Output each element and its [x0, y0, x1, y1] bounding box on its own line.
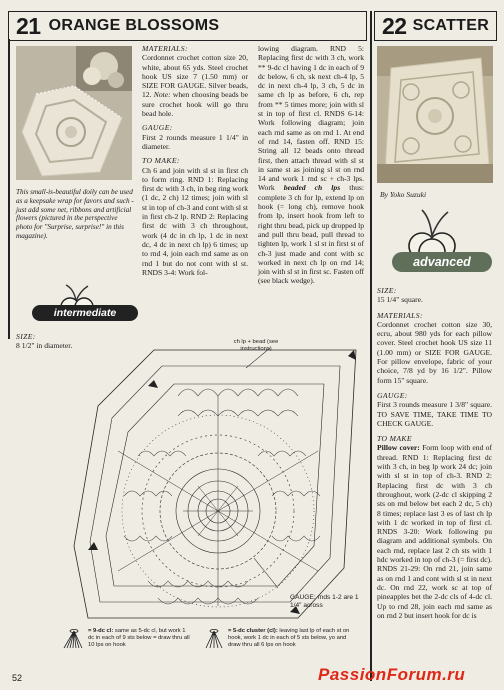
legend-9-dc-title: = 9-dc cl: — [88, 628, 114, 634]
watermark: PassionForum.ru — [318, 665, 466, 684]
intermediate-label: intermediate — [53, 307, 117, 319]
gauge-text-21: First 2 rounds measure 1 1/4" in diameter. — [142, 132, 248, 151]
gauge-label-21: GAUGE: — [142, 123, 173, 133]
intermediate-badge — [30, 283, 142, 325]
pattern-21-title: ORANGE BLOSSOMS — [48, 17, 220, 34]
materials-label-21: MATERIALS: — [142, 44, 188, 53]
diagram-bead-note: ch lp + bead (see instructions) — [233, 339, 279, 352]
column-2-text-a: lowing diagram. RND 5: Replacing first dc with 3 ch, work ** 9-dc cl having 1 dc in each of 9 dc below, 6 ch, sk next ch-4 lp, 5 dc in next ch-4 lp, 3 ch, 5 dc in same ch lp as before, 6 ch, rep from ** 5 times more; join with sl st in top of first cl. RNDS 6-14: Work following diagram; join each rnd same as on rnd 1. At end of rnd 14, fasten off. RND 15: String all 12 beads onto thread first, then attach thread with sl st in same st as joining sl st on rnd 14 and work 1 rnd sc + ch-3 lps. Work — [258, 44, 364, 193]
pattern-21-column-1 — [142, 44, 248, 279]
legend-5-dc-cluster — [202, 628, 362, 658]
to-make-label-22: TO MAKE — [377, 434, 412, 444]
column-2-text-b: thus: complete 3 ch for lp, extend lp on hook (= long ch), remove hook from lp, insert hook from left to right thru bead, pick up dropped lp and pull thru bead, pull thread to tighten lp, work 1 sl st in first st of ch-3 just made and cont with sc worked in next ch lp on rnd 14; join with sl st in first sc. Fasten off (see black wedge). — [258, 183, 364, 286]
to-make-text-22: Form loop with end of thread. RND 1: Replacing first dc with 3 ch, in beg lp work 24 dc; join with sl st in top of ch-3. RND 2: Replacing first dc with 3 ch throughout, work (2-dc cl skipping 2 sts on rnd below bet each 2 dc, 5 ch) 8 times; replace last 3 es of last ch lp with 1 dc worked in top of first cl. RNDS 3-20: Work following pu diagram and additional symbols. On each rnd, replace last 2 ch sts with 1 hdc worked in top of ch-3 (= first dc). RNDS 21-29: On rnd 21, join same as on rnd 1 and cont with sl st in next dc. On rnd 22, work sc at top of pineapples bet the 2-dc cls of 4-dc cl. Up to rnd 28, join each rnd same as on rnd 2 but insert hook for dc is — [377, 443, 492, 620]
photo-caption: This small-is-beautiful doily can be used as a keepsake wrap for favors and such - just add some net, ribbons and artificial flowers (pictured in the perspective photo for "Surprise, surprise!" in this magazine). — [16, 188, 134, 240]
size-text-21: 8 1/2" in diameter. — [16, 341, 73, 351]
pattern-21-header — [16, 13, 219, 39]
note-text-21: when choosing beads be sure crochet hook will go thru bead hole. — [142, 90, 248, 119]
size-text-22: 15 1/4" square. — [377, 295, 423, 305]
pillow-photo — [377, 46, 493, 183]
legend-9-dc-text: same as 5-dc cl, but work 1 dc in each of 9 sts below = draw thru all 10 lps on hook — [88, 628, 190, 648]
size-label-21: SIZE: — [16, 332, 36, 341]
gauge-label-22: GAUGE: — [377, 390, 408, 400]
size-label-22: SIZE: — [377, 286, 397, 295]
pillow-cover-label: Pillow cover: — [377, 443, 420, 453]
pattern-22-number: 22 — [382, 12, 407, 39]
legend-5-dc-title: = 5-dc cluster (cl): — [228, 628, 278, 634]
advanced-label: advanced — [413, 255, 471, 269]
materials-text-22: Cordonnet crochet cotton size 30, ecru, about 980 yds for each pillow cover. Steel crochet hook US size 11 (1.00 mm) or SIZE FOR GAUGE. For pillow envelope, fabric of your choice, 7/8 yd by 16 1/2". Pillow form 15" square. — [377, 319, 492, 385]
gauge-text-22: First 3 rounds measure 1 3/8" square. TO SAVE TIME, TAKE TIME TO CHECK GAUGE. — [377, 400, 492, 428]
beaded-ch-lps: beaded ch lps — [283, 183, 341, 193]
doily-photo — [16, 46, 132, 180]
note-label-21: Note: — [153, 90, 171, 100]
materials-text-21: Cordonnet crochet cotton size 20, white, about 65 yds. Steel crochet hook US size 7 (1.50 mm) or SIZE FOR GAUGE. Silver beads, 12. — [142, 53, 248, 100]
pattern-21-number: 21 — [16, 12, 41, 39]
pattern-22-title: SCATTER — [412, 17, 490, 34]
diagram-gauge-note: GAUGE: rnds 1-2 are 1 1/4" across — [290, 594, 359, 609]
advanced-badge — [392, 206, 492, 278]
pattern-22-header — [382, 13, 489, 39]
to-make-label-21: TO MAKE: — [142, 156, 180, 166]
photo-credit-22: By Yoko Suzuki — [380, 190, 427, 199]
column-divider — [370, 11, 372, 681]
pattern-21-column-2 — [258, 44, 364, 288]
legend-5-dc-text: leaving last lp of each st on hook, work 1 dc in each of 5 sts below, yo and draw thru all 6 lps on hook — [228, 628, 350, 648]
pattern-22-text — [377, 286, 492, 622]
to-make-text-21: Ch 6 and join with sl st in first ch to form ring. RND 1: Replacing first dc with 3 ch, in beg ring work (1 dc, 2 ch) 12 times; join with sl st in top of ch-3 and cont with sl st in first ch-2 lp. RND 2: Replacing first dc with 3 ch throughout, work (4 dc in ch lp, 1 dc in next dc, 4 dc in next ch lp) 6 times; up to rnd 4, join each rnd same as on rnd 1 but do not cont with sl st. RNDS 3-4: Work fol- — [142, 165, 248, 277]
left-border — [8, 39, 10, 339]
crochet-diagram — [28, 336, 368, 636]
materials-label-22: MATERIALS: — [377, 310, 423, 320]
page-number: 52 — [12, 673, 23, 683]
legend-9-dc-cluster — [62, 628, 192, 658]
